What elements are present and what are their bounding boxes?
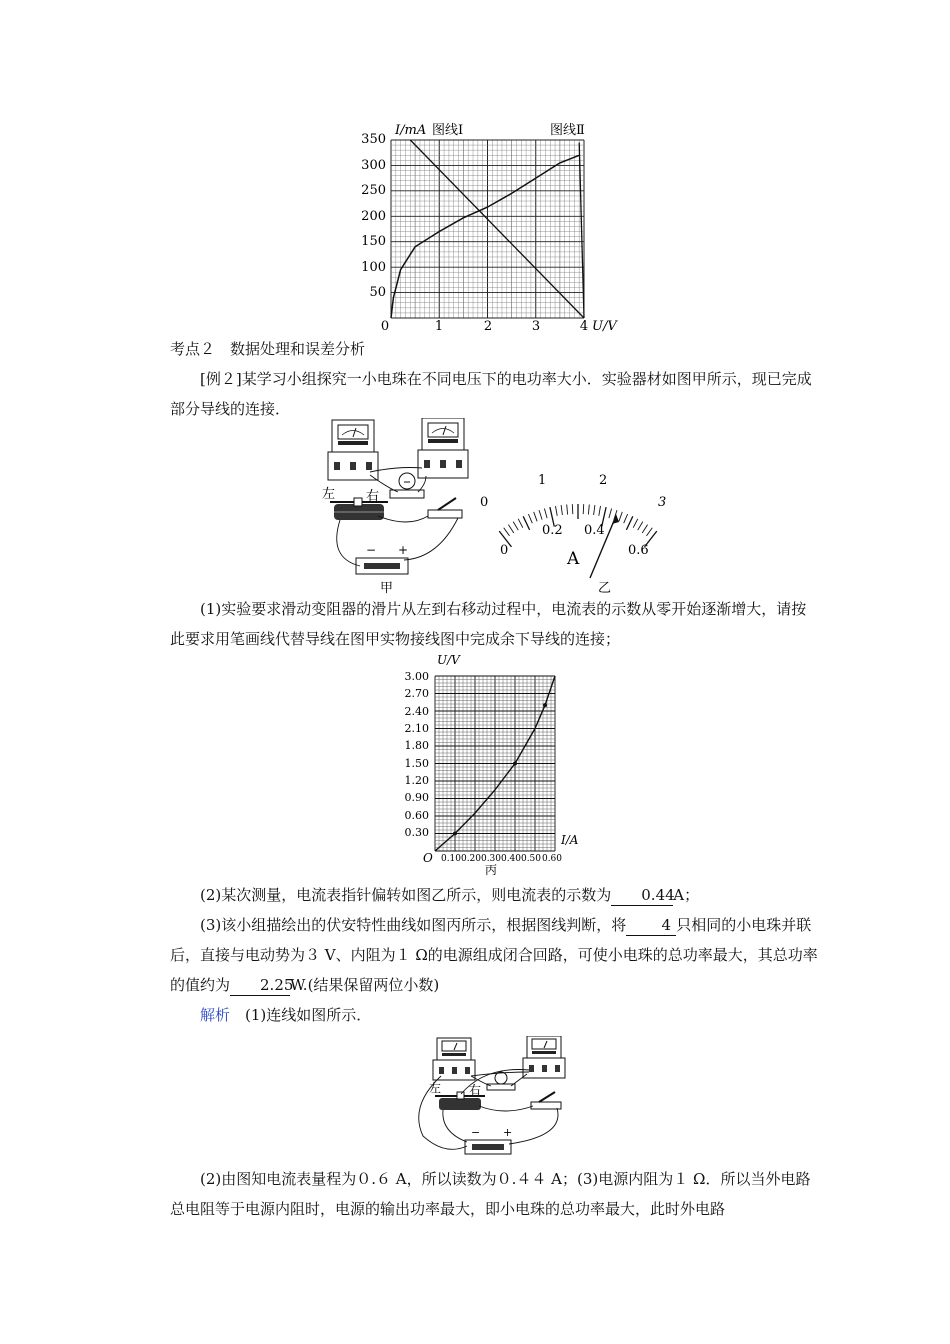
dial-scale-label: 1: [538, 473, 547, 488]
y-axis-label: I/mA: [395, 123, 427, 138]
curve-2-line: [579, 143, 584, 319]
x-tick-label: 0.20: [460, 854, 482, 864]
ammeter-dial-yi: [478, 462, 678, 597]
voltmeter-icon: [418, 418, 468, 478]
data-point: [543, 703, 547, 707]
dial-tick: [556, 506, 558, 516]
switch-icon: [531, 1092, 561, 1109]
dial-tick: [544, 509, 547, 519]
dial-tick: [647, 528, 653, 536]
data-point: [453, 832, 457, 836]
x-tick-label: 0.10: [440, 854, 462, 864]
iu-chart-1: [355, 118, 625, 340]
ammeter-icon: [328, 420, 378, 480]
x-tick-label: 0.40: [500, 854, 522, 864]
analysis-text: (1)连线如图所示．: [245, 1006, 372, 1024]
x-tick-label: 0.30: [480, 854, 502, 864]
x-tick-label: 0.60: [541, 854, 563, 864]
dial-tick: [534, 512, 537, 521]
battery-icon: [465, 1140, 511, 1154]
dial-tick: [609, 509, 612, 519]
battery-plus-label: +: [503, 1126, 513, 1139]
bulb-icon: [487, 1072, 515, 1090]
rheostat-right-label: 右: [469, 1083, 482, 1097]
battery-minus-label: −: [471, 1126, 481, 1139]
question-3-suffix: W.(结果保留两位小数): [290, 976, 440, 994]
dial-scale-label: 0.2: [542, 523, 563, 538]
dial-scale-label: 3: [658, 495, 667, 510]
y-tick-label: 0.30: [404, 826, 429, 839]
dial-tick: [572, 504, 573, 514]
dial-scale-label: 0.6: [628, 543, 649, 558]
y-tick-label: 2.40: [404, 705, 429, 718]
x-axis-label: U/V: [592, 319, 617, 334]
answer-2-blank: 0.44: [611, 885, 673, 906]
y-tick-label: 3.00: [404, 670, 429, 683]
answer-3a-blank: 4: [626, 915, 676, 936]
dial-tick: [624, 514, 628, 523]
voltmeter-icon: [523, 1036, 565, 1078]
y-tick-label: 2.70: [404, 687, 429, 700]
dial-scale-label: 2: [599, 473, 608, 488]
y-tick-label: 100: [361, 260, 386, 275]
x-tick-label: 1: [434, 319, 444, 334]
dial-tick: [619, 512, 622, 521]
y-tick-labels: [405, 670, 430, 839]
y-tick-labels: [361, 132, 386, 300]
question-1: (1)实验要求滑动变阻器的滑片从左到右移动过程中，电流表的示数从零开始逐渐增大，请按此要求用笔画线代替导线在图甲实物接线图中完成余下导线的连接；: [170, 600, 807, 648]
section-heading: 考点２ 数据处理和误差分析: [170, 340, 366, 358]
dial-tick: [528, 514, 532, 523]
battery-plus-label: +: [398, 543, 409, 557]
y-tick-label: 150: [361, 234, 386, 249]
question-2: [170, 880, 820, 910]
dial-tick: [539, 510, 542, 519]
y-tick-label: 1.50: [404, 757, 429, 770]
switch-icon: [428, 498, 462, 518]
curve-1-label: 图线Ⅰ: [432, 123, 464, 138]
dial-tick: [513, 522, 518, 531]
figure-caption-bing: 丙: [485, 863, 498, 876]
dial-tick: [583, 504, 584, 514]
origin-label: O: [423, 851, 433, 865]
y-tick-label: 2.10: [404, 722, 429, 735]
dial-unit-label: A: [567, 549, 580, 569]
y-tick-label: 350: [361, 132, 386, 147]
dial-tick: [508, 525, 513, 533]
circuit-diagram-answer: [405, 1036, 575, 1162]
dial-tick: [504, 528, 510, 536]
dial-tick: [633, 519, 638, 528]
y-tick-label: 250: [361, 183, 386, 198]
figure-caption-jia: 甲: [380, 581, 394, 596]
dial-tick: [523, 516, 529, 530]
dial-scale-label: 0: [500, 543, 509, 558]
dial-tick: [594, 505, 595, 515]
x-axis-label: I/A: [561, 833, 579, 847]
x-tick-labels: [381, 319, 588, 334]
dial-tick: [638, 522, 643, 531]
question-3: [170, 910, 820, 1000]
y-tick-label: 1.20: [404, 774, 429, 787]
data-point: [513, 762, 517, 766]
y-axis-label: U/V: [437, 653, 460, 667]
x-tick-label: 0.50: [520, 854, 542, 864]
dial-tick: [626, 516, 632, 530]
circuit-diagram-jia: [318, 418, 478, 596]
x-tick-label: 3: [531, 319, 541, 334]
question-2-prefix: (2)某次测量，电流表指针偏转如图乙所示，则电流表的示数为: [200, 886, 612, 904]
analysis-continued: (2)由图知电流表量程为０.６ A，所以读数为０.４４ A；(3)电源内阻为１ Ω．所以当外电路总电阻等于电源内阻时，电源的输出功率最大，即小电珠的总功率最大，此时外电路: [170, 1170, 811, 1218]
dial-tick: [518, 519, 523, 528]
x-tick-label: 4: [579, 319, 589, 334]
y-tick-label: 1.80: [404, 739, 429, 752]
y-tick-label: 300: [361, 158, 386, 173]
x-tick-label: 2: [483, 319, 493, 334]
dial-tick: [642, 525, 647, 533]
rheostat-right-label: 右: [366, 489, 380, 504]
battery-minus-label: −: [366, 543, 377, 557]
dial-scale-label: 0.4: [584, 523, 605, 538]
ammeter-icon: [433, 1038, 475, 1080]
question-3-middle: 只相同的小电珠并联后，直接与电动势为３ V、内阻为１ Ω的电源组成闭合回路，可使小电珠的总功率最大，其总功率的值约为: [170, 916, 818, 994]
analysis-label: 解析: [200, 1006, 231, 1024]
y-tick-label: 50: [369, 285, 386, 300]
y-tick-label: 200: [361, 209, 386, 224]
curve-2-label: 图线Ⅱ: [550, 123, 585, 138]
dial-tick: [588, 505, 589, 515]
question-2-suffix: A；: [673, 886, 700, 904]
example-text: [例２]某学习小组探究一小电珠在不同电压下的电功率大小．实验器材如图甲所示，现已完成部分导线的连接．: [170, 370, 812, 418]
y-tick-label: 0.90: [404, 791, 429, 804]
answer-3b-blank: 2.25: [230, 975, 290, 996]
dial-tick: [599, 506, 601, 516]
battery-icon: [356, 558, 408, 574]
x-tick-label: 0: [380, 319, 390, 334]
x-tick-labels: [441, 854, 562, 864]
rheostat-left-label: 左: [322, 487, 336, 502]
rheostat-left-label: 左: [429, 1081, 442, 1095]
iu-chart-2: [395, 650, 595, 876]
figure-caption-yi: 乙: [598, 581, 612, 596]
y-tick-label: 0.60: [404, 809, 429, 822]
dial-scale-label: 0: [480, 495, 489, 510]
question-3-prefix: (3)该小组描绘出的伏安特性曲线如图丙所示，根据图线判断，将: [200, 916, 627, 934]
dial-tick: [561, 505, 562, 515]
analysis-line: [170, 1000, 820, 1030]
dial-tick: [567, 505, 568, 515]
